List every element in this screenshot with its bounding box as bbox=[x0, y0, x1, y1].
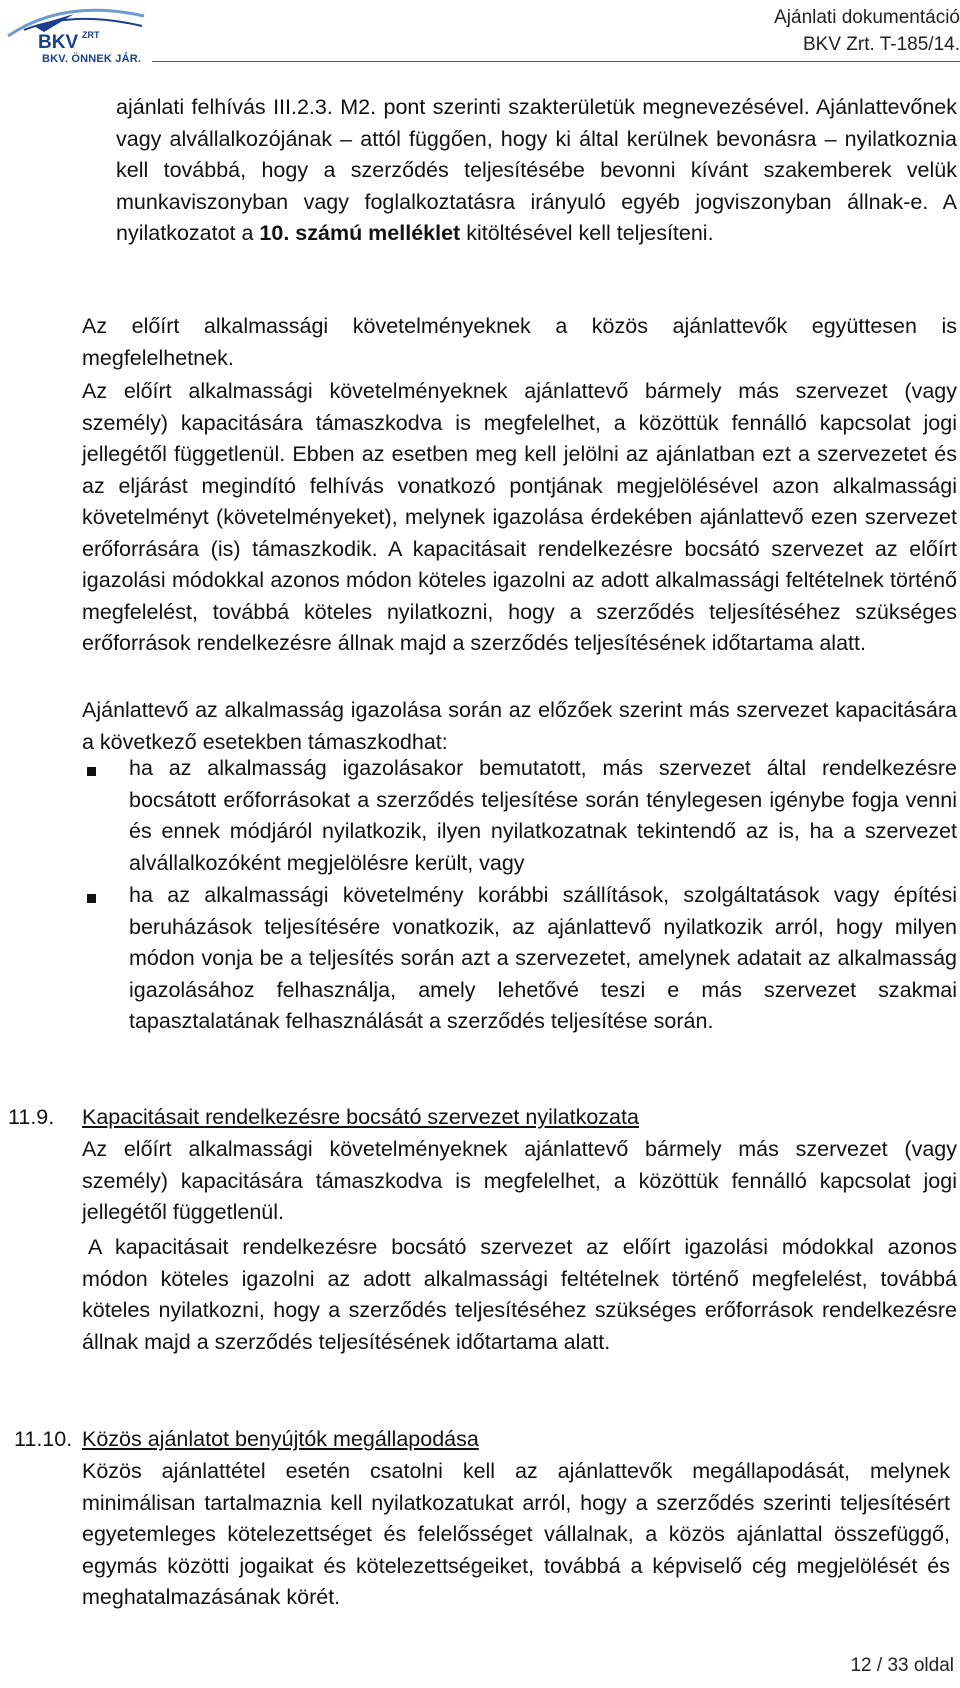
bullet-icon bbox=[87, 894, 96, 903]
logo-tagline: BKV. ÖNNEK JÁR. bbox=[42, 53, 142, 65]
section-paragraph: A kapacitásait rendelkezésre bocsátó szervezet az előírt igazolási módokkal azonos módon köteles igazolni az adott alkalmassági feltételnek történő megfelelést, továbbá köteles nyilatkozni, hogy a szerződés teljesítéséhez szükséges erőforrások rendelkezésre állnak majd a szerződés teljesítésének időtartama alatt. bbox=[82, 1235, 957, 1354]
paragraph-joint-bidders: Az előírt alkalmassági követelményeknek a közös ajánlattevők együttesen is megfelelhetnek. bbox=[82, 314, 957, 370]
section-paragraph: Közös ajánlattétel esetén csatolni kell az ajánlattevők megállapodását, melynek minimálisan tartalmaznia kell nyilatkozatukat arról, hogy a szerződés szerinti teljesítésért egyetemleges kötelezettséget és felelősséget vállalnak, a közös ajánlattal összefüggő, egymás közötti jogaikat és kötelezettségeiket, továbbá a képviselő cég megjelölését és meghatalmazásának körét. bbox=[82, 1459, 950, 1609]
section-number: 11.10. bbox=[14, 1427, 73, 1451]
svg-text:ZRT: ZRT bbox=[82, 30, 100, 40]
bullet-icon bbox=[87, 767, 96, 776]
section-paragraph: Az előírt alkalmassági követelményeknek ajánlattevő bármely más szervezet (vagy személy) kapacitására támaszkodva is megfelelhet, a közöttük fennálló kapcsolat jogi jellegétől függetlenül. bbox=[82, 1137, 957, 1224]
header-text bbox=[774, 4, 960, 58]
section-title: Közös ajánlatot benyújtók megállapodása bbox=[82, 1427, 479, 1451]
header-divider bbox=[152, 61, 960, 62]
paragraph-cases: Ajánlattevő az alkalmasság igazolása során az előzőek szerint más szervezet kapacitására a következő esetekben támaszkodhat: bbox=[82, 698, 957, 754]
svg-text:BKV: BKV bbox=[38, 32, 79, 53]
doc-ref: BKV Zrt. T-185/14. bbox=[802, 34, 960, 55]
paragraph-capacity: Az előírt alkalmassági követelményeknek ajánlattevő bármely más szervezet (vagy személy) kapacitására támaszkodva is megfelelhet, a közöttük fennálló kapcsolat jogi jellegétől függetlenül. Ebben az esetben meg kell jelölni az ajánlatban ezt a szervezetet és az eljárást megindító felhívás vonatkozó pontjának megjelölésével azon alkalmassági követelményt (követelményeket), melynek igazolása érdekében ajánlattevő ezen szervezet erőforrására (is) támaszkodik. A kapacitásait rendelkezésre bocsátó szervezet az előírt igazolási módokkal azonos módon köteles igazolni az adott alkalmassági feltételnek történő megfelelést, továbbá köteles nyilatkozni, hogy a szerződés teljesítéséhez szükséges erőforrások rendelkezésre állnak majd a szerződés teljesítésének időtartama alatt. bbox=[82, 379, 957, 655]
paragraph-intro: ajánlati felhívás III.2.3. M2. pont szerinti szakterületük megnevezésével. Ajánlattevőnek vagy alvállalkozójának – attól függően, hogy ki által kerülnek bevonásra – nyilatkoznia kell továbbá, hogy a szerződés teljesítésébe bevonni kívánt szakemberek velük munkaviszonyban vagy foglalkoztatásra irányuló egyéb jogviszonyban állnak-e. A nyilatkozatot a 10. számú melléklet kitöltésével kell teljesíteni. bbox=[116, 95, 957, 245]
bkv-logo bbox=[4, 4, 154, 74]
bullet-item-1: ha az alkalmasság igazolásakor bemutatott, más szervezet által rendelkezésre bocsátott erőforrásokat a szerződés teljesítése során ténylegesen igénybe fogja venni és ennek módjáról nyilatkozik, ilyen nyilatkozatnak tekintendő az is, ha a szervezet alvállalkozóként megjelölésre került, vagy bbox=[129, 756, 957, 875]
paragraph-intro-end: kitöltésével kell teljesíteni. bbox=[466, 221, 714, 245]
doc-title: Ajánlati dokumentáció bbox=[774, 7, 960, 28]
page-number: 12 / 33 oldal bbox=[850, 1655, 954, 1676]
section-number: 11.9. bbox=[8, 1105, 55, 1129]
bullet-item-2: ha az alkalmassági követelmény korábbi szállítások, szolgáltatások vagy építési beruházások teljesítésére vonatkozik, az ajánlattevő nyilatkozik arról, hogy milyen módon vonja be a teljesítés során azt a szervezetet, amelynek adatait az alkalmasság igazolásához felhasználja, amely lehetővé teszi e más szervezet szakmai tapasztalatának felhasználását a szerződés teljesítése során. bbox=[129, 883, 957, 1033]
section-title: Kapacitásait rendelkezésre bocsátó szervezet nyilatkozata bbox=[82, 1105, 639, 1129]
annex-ref: 10. számú melléklet bbox=[259, 221, 461, 245]
